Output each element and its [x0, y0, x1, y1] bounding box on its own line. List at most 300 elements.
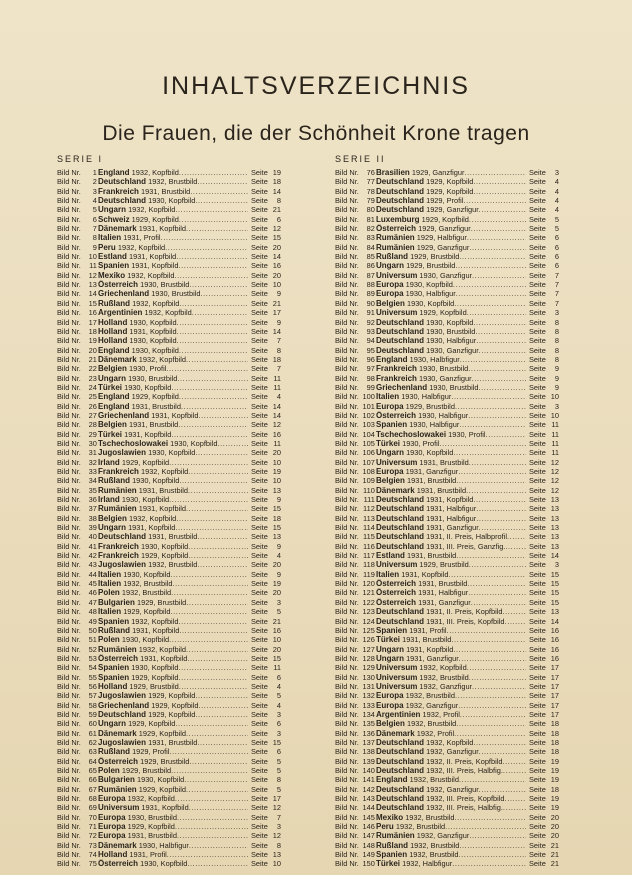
entry-detail: 1931, Brustbild [402, 635, 452, 645]
entry-country: Universum [98, 803, 140, 813]
entry-page-label: Seite [251, 504, 268, 514]
toc-entry [57, 822, 309, 831]
entry-page-label: Seite [251, 326, 268, 336]
toc-entry [57, 392, 309, 401]
toc-entry [335, 187, 579, 196]
entry-number [57, 551, 98, 560]
dot-leader [455, 691, 526, 700]
entry-page-number: 12 [550, 476, 559, 486]
entry-page [526, 327, 559, 336]
entry-country: Frankreich [98, 186, 139, 196]
entry-text [98, 439, 217, 448]
entry-number [57, 299, 98, 308]
entry-number-value: 104 [362, 429, 375, 439]
entry-text [98, 785, 186, 794]
entry-text [98, 205, 175, 214]
entry-text [376, 299, 454, 308]
entry-page-number: 7 [554, 298, 559, 308]
toc-entry [57, 420, 309, 429]
entry-description [98, 383, 248, 392]
entry-number [335, 364, 376, 373]
page-title: INHALTSVERZEICHNIS [162, 72, 470, 100]
dot-leader [469, 243, 526, 252]
entry-number [57, 579, 98, 588]
entry-page-number: 16 [272, 625, 281, 635]
entry-detail: 1932, Ganzfigur [419, 681, 473, 691]
entry-text [376, 271, 472, 280]
entry-description [376, 495, 526, 504]
entry-detail: 1929, Kopfbild [123, 607, 171, 617]
dot-leader [181, 402, 248, 411]
entry-number-value: 56 [88, 681, 97, 691]
entry-page-number: 12 [272, 224, 281, 234]
entry-country: Ungarn [376, 448, 404, 458]
entry-page [248, 486, 281, 495]
entry-prefix: Bild Nr. [57, 364, 81, 374]
entry-text [98, 859, 187, 868]
entry-detail: 1931, Kopfbild [141, 803, 189, 813]
entry-page-number: 11 [273, 382, 281, 392]
entry-number-value: 69 [88, 803, 97, 813]
entry-detail: 1930, Profil [448, 429, 486, 439]
entry-prefix: Bild Nr. [335, 298, 359, 308]
page-subtitle: Die Frauen, die der Schönheit Krone tragen [102, 122, 530, 145]
dot-leader [198, 411, 248, 420]
entry-prefix: Bild Nr. [335, 672, 359, 682]
entry-text [98, 523, 175, 532]
entry-description [376, 523, 526, 532]
entry-prefix: Bild Nr. [57, 625, 81, 635]
entry-detail: 1931, Kopfbild [129, 326, 177, 336]
entry-page-label: Seite [529, 737, 546, 747]
entry-page-number: 16 [272, 261, 281, 271]
entry-page-number: 12 [272, 803, 281, 813]
toc-entry [57, 598, 309, 607]
entry-number [335, 607, 376, 616]
entry-country: Tschechoslowakei [98, 438, 169, 448]
entry-page-label: Seite [529, 289, 546, 299]
toc-entry [335, 635, 579, 644]
entry-page-number: 11 [551, 429, 559, 439]
toc-entry [335, 374, 579, 383]
entry-prefix: Bild Nr. [57, 438, 81, 448]
entry-text [98, 252, 176, 261]
dot-leader [179, 168, 248, 177]
dot-leader [171, 766, 248, 775]
entry-page-label: Seite [251, 252, 268, 262]
entry-description [98, 177, 248, 186]
entry-prefix: Bild Nr. [57, 653, 81, 663]
dot-leader [445, 822, 526, 831]
entry-prefix: Bild Nr. [335, 822, 359, 832]
entry-detail: 1930, Brustbild [151, 289, 201, 299]
entry-page [248, 448, 281, 457]
entry-page-number: 10 [272, 280, 281, 290]
entry-country: Mexiko [376, 812, 404, 822]
entry-country: Österreich [98, 859, 139, 869]
toc-entry [57, 280, 309, 289]
toc-entry [335, 252, 579, 261]
entry-detail: 1932, Ganzfigur [416, 831, 470, 841]
toc-entry [57, 841, 309, 850]
entry-page-number: 15 [272, 737, 281, 747]
entry-page-number: 5 [276, 756, 281, 766]
entry-detail: 1929, Profil [426, 196, 464, 206]
entry-page [248, 803, 281, 812]
dot-leader [170, 570, 248, 579]
dot-leader [186, 785, 248, 794]
entry-country: Irland [98, 495, 120, 505]
entry-number-value: 14 [88, 289, 97, 299]
entry-description [98, 280, 248, 289]
entry-text [376, 514, 476, 523]
entry-country: Österreich [376, 579, 417, 589]
entry-text [98, 318, 177, 327]
entry-detail: 1931, Kopfbild [151, 410, 199, 420]
entry-prefix: Bild Nr. [335, 551, 359, 561]
entry-text [98, 701, 198, 710]
entry-number-value: 122 [362, 597, 375, 607]
entry-text [98, 532, 197, 541]
entry-text [98, 467, 188, 476]
entry-detail: 1930, Brustbild [128, 373, 178, 383]
entry-number-value: 129 [362, 663, 375, 673]
entry-detail: 1929, Kopfbild [148, 691, 196, 701]
entry-number [57, 813, 98, 822]
entry-text [98, 383, 171, 392]
entry-number [335, 374, 376, 383]
entry-page-number: 20 [272, 644, 281, 654]
entry-detail: 1932, Kopfbild [127, 270, 175, 280]
entry-page-number: 20 [272, 560, 281, 570]
entry-text [376, 383, 479, 392]
entry-text [376, 411, 468, 420]
toc-entry [335, 822, 579, 831]
entry-detail: 1929, Kopfbild [121, 457, 170, 467]
entry-page-label: Seite [251, 625, 268, 635]
toc-entry [335, 579, 579, 588]
entry-number [57, 168, 98, 177]
entry-page-label: Seite [529, 803, 546, 813]
entry-page-number: 3 [276, 728, 281, 738]
entry-description [376, 803, 526, 812]
entry-text [98, 261, 178, 270]
entry-page [248, 504, 281, 513]
toc-entry [57, 617, 309, 626]
entry-number [57, 719, 98, 728]
series-1-label: SERIE I [57, 154, 104, 164]
entry-description [376, 532, 526, 541]
entry-country: Deutschland [376, 794, 425, 804]
entry-country: Belgien [98, 420, 127, 430]
dot-leader [475, 327, 526, 336]
entry-text [376, 551, 456, 560]
entry-page-number: 19 [272, 467, 281, 476]
entry-number-value: 121 [362, 588, 375, 598]
entry-country: Deutschland [376, 616, 425, 626]
entry-country: Deutschland [376, 177, 425, 187]
entry-page-label: Seite [529, 644, 546, 654]
entry-prefix: Bild Nr. [57, 784, 81, 794]
entry-description [98, 710, 248, 719]
toc-entry [57, 859, 309, 868]
entry-description [376, 411, 526, 420]
entry-number [335, 850, 376, 859]
entry-page-number: 21 [550, 859, 559, 869]
toc-entry [57, 439, 309, 448]
entry-detail: 1932, Ganzfigur [426, 747, 479, 757]
dot-leader [503, 803, 526, 812]
entry-description [98, 514, 248, 523]
entry-prefix: Bild Nr. [57, 326, 81, 336]
entry-description [98, 682, 248, 691]
entry-description [376, 261, 526, 270]
entry-number [57, 822, 98, 831]
entry-text [376, 663, 467, 672]
entry-page [526, 486, 559, 495]
entry-page-label: Seite [251, 653, 268, 663]
entry-description [376, 617, 526, 626]
entry-page [248, 402, 281, 411]
entry-page [248, 177, 281, 186]
entry-page-number: 9 [276, 495, 281, 505]
toc-entry [335, 850, 579, 859]
entry-number-value: 37 [88, 504, 97, 514]
dot-leader [165, 243, 248, 252]
entry-number [57, 486, 98, 495]
entry-page-label: Seite [251, 186, 268, 196]
entry-page-label: Seite [529, 233, 546, 243]
dot-leader [197, 177, 248, 186]
entry-text [376, 542, 505, 551]
entry-page-number: 18 [272, 177, 281, 187]
toc-entry [57, 766, 309, 775]
entry-page [526, 729, 559, 738]
entry-text [376, 486, 466, 495]
entry-page [248, 607, 281, 616]
dot-leader [453, 448, 526, 457]
entry-prefix: Bild Nr. [57, 850, 81, 860]
entry-country: Deutschland [376, 196, 425, 206]
dot-leader [460, 355, 526, 364]
entry-number [335, 747, 376, 756]
entry-page-label: Seite [529, 560, 546, 570]
dot-leader [454, 299, 526, 308]
entry-detail: 1930, Brustbild [418, 364, 469, 374]
entry-page-label: Seite [529, 523, 546, 533]
entry-number [57, 215, 98, 224]
toc-entry [57, 215, 309, 224]
entry-detail: 1931, II. Preis, Halbprofil [426, 532, 508, 542]
dot-leader [479, 523, 526, 532]
entry-detail: 1931, Ganzfigur [426, 523, 479, 533]
entry-page [248, 458, 281, 467]
entry-page [526, 588, 559, 597]
entry-detail: 1932, Kopfbild [138, 354, 187, 364]
toc-entry [335, 299, 579, 308]
entry-detail: 1931, II. Preis, Kopfbild [426, 607, 503, 617]
dot-leader [505, 542, 526, 551]
toc-entry [57, 775, 309, 784]
entry-page-label: Seite [529, 196, 546, 206]
dot-leader [177, 831, 248, 840]
entry-country: Deutschland [376, 345, 425, 355]
entry-description [376, 738, 526, 747]
entry-number-value: 103 [362, 420, 375, 430]
entry-page-label: Seite [251, 728, 268, 738]
entry-number-value: 135 [362, 719, 375, 729]
entry-country: Österreich [376, 588, 417, 598]
entry-detail: 1930, Halbfigur [418, 410, 469, 420]
entry-detail: 1932, Brustbild [121, 588, 172, 598]
entry-detail: 1930, Kopfbild [132, 476, 180, 486]
entry-number [57, 635, 98, 644]
toc-entry [335, 588, 579, 597]
entry-page-number: 14 [272, 326, 281, 336]
entry-number-value: 2 [92, 177, 97, 187]
entry-page-label: Seite [529, 177, 546, 187]
entry-detail: 1930, Kopfbild [131, 345, 179, 355]
series-1-list [57, 168, 309, 869]
entry-text [98, 757, 189, 766]
entry-prefix: Bild Nr. [57, 532, 81, 542]
entry-description [98, 645, 248, 654]
entry-number [335, 168, 376, 177]
entry-country: Polen [98, 635, 120, 645]
entry-number [335, 738, 376, 747]
entry-text [98, 346, 179, 355]
entry-number-value: 34 [88, 476, 97, 486]
entry-prefix: Bild Nr. [57, 252, 81, 262]
entry-text [98, 663, 178, 672]
toc-entry [57, 243, 309, 252]
entry-number-value: 124 [362, 616, 375, 626]
entry-page-number: 6 [554, 261, 559, 271]
entry-number-value: 97 [366, 364, 375, 374]
entry-page-label: Seite [251, 588, 268, 598]
entry-description [98, 467, 248, 476]
entry-number-value: 107 [362, 457, 375, 467]
entry-number-value: 91 [366, 308, 375, 318]
entry-description [98, 402, 248, 411]
toc-entry [335, 364, 579, 373]
entry-page-label: Seite [251, 476, 268, 486]
entry-page-number: 10 [272, 635, 281, 645]
entry-page-label: Seite [251, 298, 268, 308]
entry-number-value: 94 [366, 336, 375, 346]
entry-prefix: Bild Nr. [57, 756, 81, 766]
entry-page-label: Seite [251, 560, 268, 570]
entry-number-value: 57 [88, 691, 97, 701]
entry-number-value: 125 [362, 625, 375, 635]
entry-number [57, 318, 98, 327]
dot-leader [190, 187, 248, 196]
entry-page-label: Seite [251, 280, 268, 290]
entry-country: Europa [98, 822, 126, 832]
entry-prefix: Bild Nr. [335, 233, 359, 243]
entry-number [335, 560, 376, 569]
entry-number-value: 146 [362, 822, 375, 832]
entry-page-number: 13 [550, 504, 559, 514]
entry-detail: 1929, Brustbild [406, 261, 456, 271]
entry-number [335, 196, 376, 205]
entry-number-value: 92 [366, 317, 375, 327]
entry-text [98, 215, 179, 224]
dot-leader [473, 318, 526, 327]
entry-text [376, 355, 460, 364]
entry-page [248, 299, 281, 308]
entry-prefix: Bild Nr. [335, 784, 359, 794]
entry-page-number: 18 [550, 747, 559, 757]
entry-description [98, 261, 248, 270]
entry-number-value: 118 [363, 560, 375, 570]
entry-number [335, 766, 376, 775]
entry-page-number: 20 [272, 448, 281, 458]
entry-number [57, 859, 98, 868]
entry-country: Ungarn [376, 653, 404, 663]
entry-number [335, 346, 376, 355]
entry-page-label: Seite [251, 467, 268, 476]
entry-description [376, 859, 526, 868]
entry-text [98, 355, 186, 364]
entry-number [335, 579, 376, 588]
entry-country: Österreich [98, 756, 139, 766]
entry-country: Universum [376, 560, 418, 570]
entry-description [376, 364, 526, 373]
toc-entry [335, 551, 579, 560]
entry-detail: 1932, Kopfbild [419, 663, 467, 673]
entry-detail: 1931, Halbfigur [426, 504, 477, 514]
entry-prefix: Bild Nr. [57, 691, 81, 701]
entry-number-value: 81 [366, 214, 375, 224]
dot-leader [503, 766, 526, 775]
entry-number [57, 523, 98, 532]
entry-page [526, 495, 559, 504]
entry-prefix: Bild Nr. [57, 700, 81, 710]
entry-page-label: Seite [529, 298, 546, 308]
entry-page [248, 252, 281, 261]
entry-country: Dänemark [376, 485, 415, 495]
toc-entry [57, 224, 309, 233]
entry-page-number: 21 [272, 298, 281, 308]
entry-page [248, 719, 281, 728]
dot-leader [467, 233, 526, 242]
entry-page-number: 8 [276, 840, 281, 850]
entry-number-value: 53 [88, 653, 97, 663]
toc-entry [57, 532, 309, 541]
entry-number-value: 71 [88, 822, 97, 832]
entry-detail: 1929, Kopfbild [131, 214, 179, 224]
entry-description [376, 458, 526, 467]
entry-number-value: 32 [88, 457, 97, 467]
entry-page-label: Seite [251, 784, 268, 794]
toc-entry [57, 607, 309, 616]
entry-page-number: 21 [550, 850, 559, 860]
toc-entry [335, 831, 579, 840]
entry-page [248, 701, 281, 710]
entry-page-label: Seite [251, 373, 268, 383]
entry-number-value: 117 [363, 551, 375, 561]
entry-number-value: 150 [362, 859, 375, 869]
entry-page-number: 6 [554, 252, 559, 262]
dot-leader [175, 719, 248, 728]
dot-leader [479, 346, 526, 355]
entry-detail: 1932, Kopfbild [131, 616, 179, 626]
toc-entry [57, 430, 309, 439]
entry-page-label: Seite [529, 756, 546, 766]
entry-prefix: Bild Nr. [335, 308, 359, 318]
entry-number [335, 261, 376, 270]
